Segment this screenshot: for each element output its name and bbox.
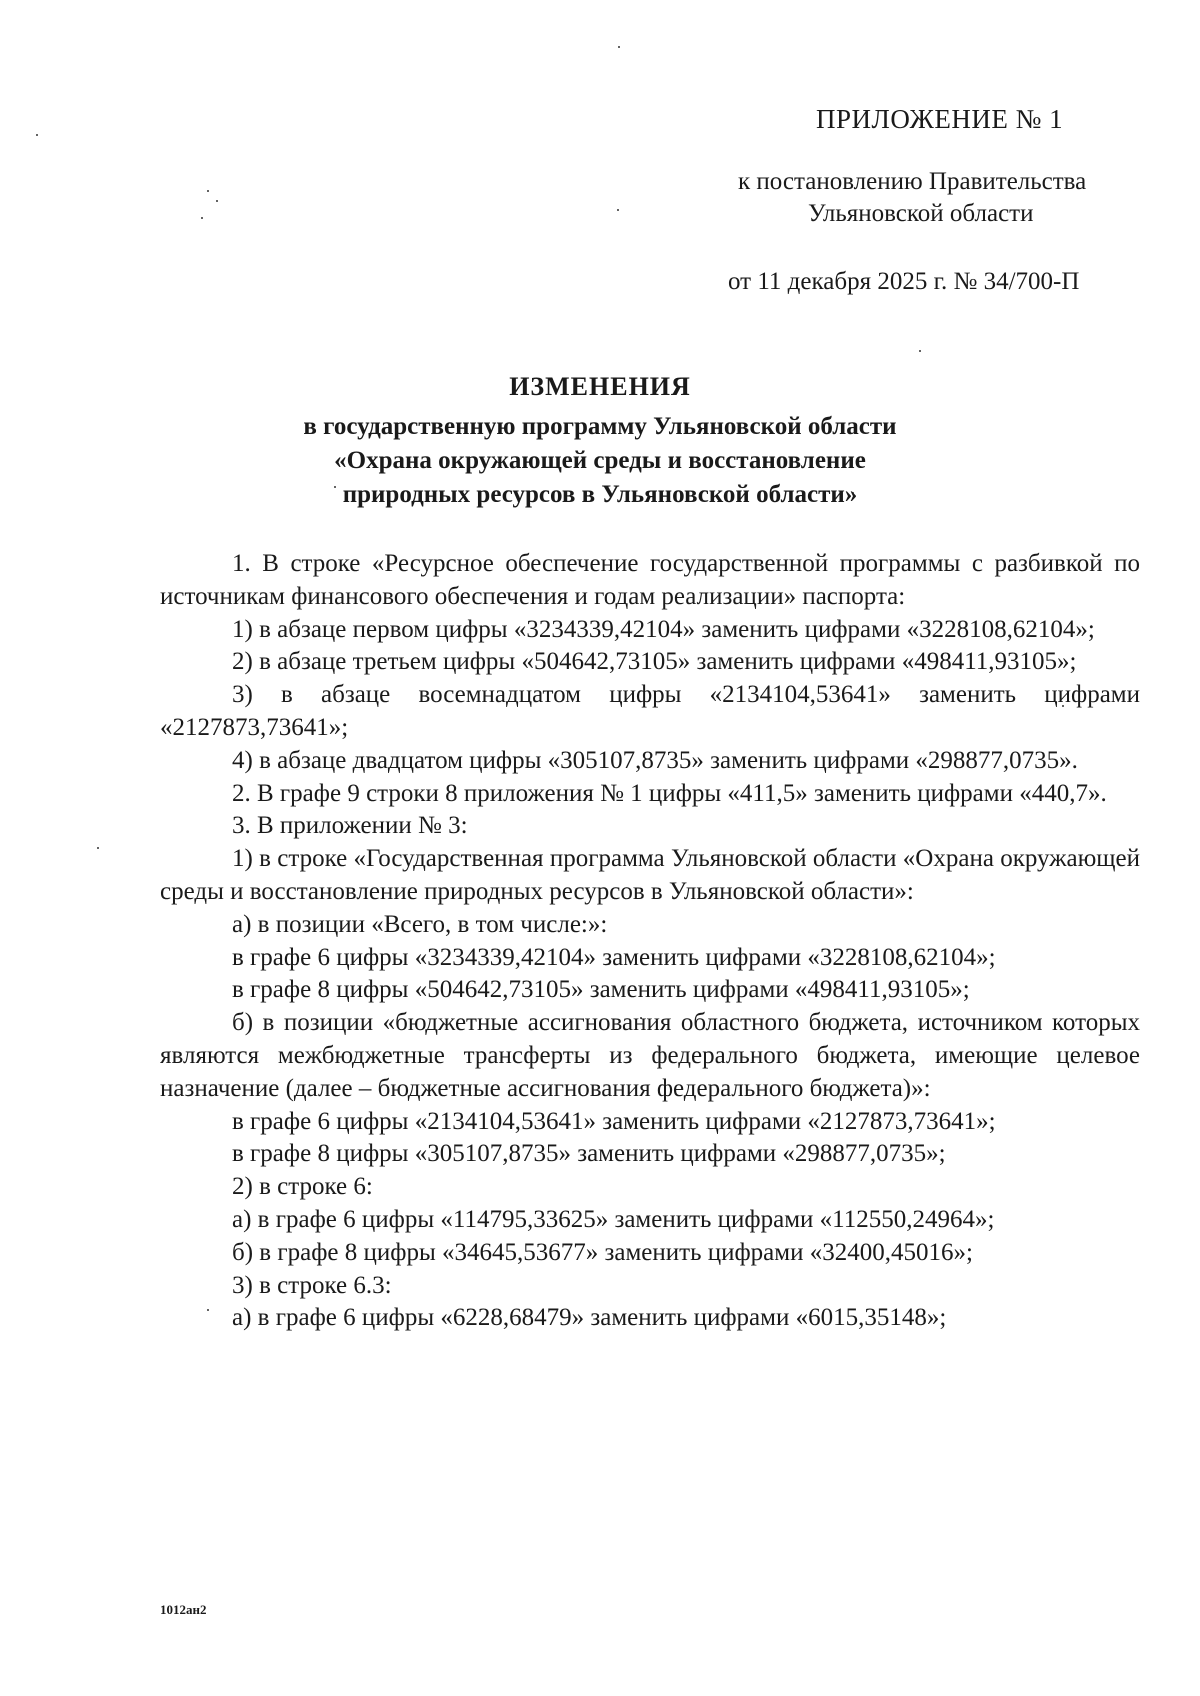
paragraph: 3) в абзаце восемнадцатом цифры «2134104,53641» заменить цифрами «2127873,73641»; (160, 681, 1140, 741)
paragraph: 1. В строке «Ресурсное обеспечение государственной программы с разбивкой по источникам финансового обеспечения и годам реализации» паспорта: (160, 550, 1140, 610)
paragraph: в графе 8 цифры «305107,8735» заменить цифрами «298877,0735»; (232, 1140, 946, 1168)
scan-speck (919, 350, 921, 352)
scan-speck (617, 209, 619, 211)
paragraph: 3. В приложении № 3: (232, 812, 468, 840)
paragraph: 4) в абзаце двадцатом цифры «305107,8735» заменить цифрами «298877,0735». (232, 746, 1078, 774)
paragraph: 2) в абзаце третьем цифры «504642,73105» заменить цифрами «498411,93105»; (232, 648, 1077, 676)
document-subtitle-line-2: «Охрана окружающей среды и восстановление (334, 447, 866, 474)
paragraph: 1) в абзаце первом цифры «3234339,42104» заменить цифрами «3228108,62104»; (232, 615, 1095, 643)
paragraph: в графе 6 цифры «3234339,42104» заменить цифрами «3228108,62104»; (232, 943, 996, 971)
scan-speck (36, 134, 38, 136)
paragraph: 2) в строке 6: (232, 1173, 373, 1201)
paragraph: а) в позиции «Всего, в том числе:»: (232, 910, 608, 938)
paragraph: а) в графе 6 цифры «114795,33625» заменить цифрами «112550,24964»; (232, 1205, 995, 1233)
scan-speck (207, 190, 209, 192)
annex-decree-line: к постановлению Правительства (738, 168, 1087, 195)
paragraph: в графе 8 цифры «504642,73105» заменить цифрами «498411,93105»; (232, 976, 970, 1004)
annex-region-line: Ульяновской области (808, 200, 1034, 227)
paragraph: 1) в строке «Государственная программа Ульяновской области «Охрана окружающей среды и восстановление природных ресурсов в Ульяновской области»: (160, 845, 1140, 905)
paragraph: б) в позиции «бюджетные ассигнования областного бюджета, источником которых являются межбюджетные трансферты из федерального бюджета, имеющие целевое назначение (далее – бюджетные ассигнования федерального бюджета)»: (160, 1009, 1140, 1102)
annex-title: ПРИЛОЖЕНИЕ № 1 (816, 104, 1064, 134)
scan-speck (618, 46, 620, 48)
paragraph: в графе 6 цифры «2134104,53641» заменить цифрами «2127873,73641»; (232, 1107, 996, 1135)
document-subtitle-line-1: в государственную программу Ульяновской области (303, 413, 897, 440)
annex-date-line: от 11 декабря 2025 г. № 34/700-П (728, 268, 1080, 295)
document-subtitle-line-3: природных ресурсов в Ульяновской области» (342, 481, 858, 508)
document-title: ИЗМЕНЕНИЯ (509, 372, 691, 401)
paragraph: а) в графе 6 цифры «6228,68479» заменить цифрами «6015,35148»; (232, 1304, 947, 1332)
footer-document-code: 1012ан2 (160, 1602, 207, 1617)
scan-speck (97, 847, 99, 849)
paragraph: 3) в строке 6.3: (232, 1271, 392, 1299)
scan-speck (216, 200, 218, 202)
paragraph: б) в графе 8 цифры «34645,53677» заменить цифрами «32400,45016»; (232, 1238, 973, 1266)
paragraph: 2. В графе 9 строки 8 приложения № 1 цифры «411,5» заменить цифрами «440,7». (232, 779, 1107, 807)
scan-speck (201, 217, 203, 219)
document-body (160, 548, 1140, 1335)
